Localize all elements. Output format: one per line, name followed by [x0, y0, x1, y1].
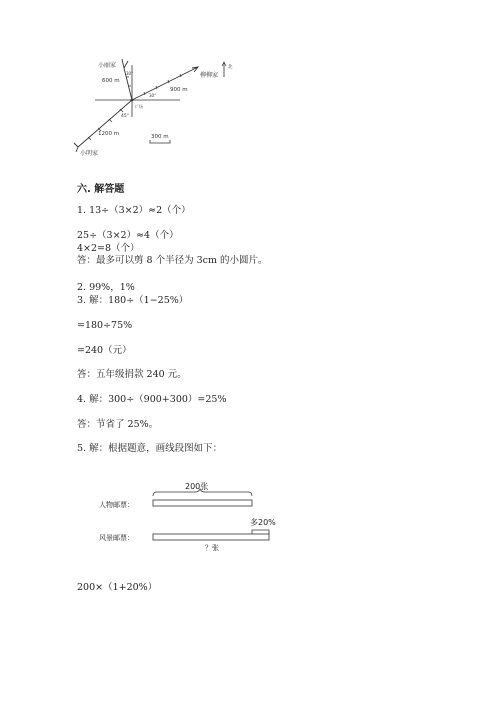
- square-point: [131, 99, 134, 102]
- extra-label: 多20%: [250, 518, 276, 527]
- label-angle-45: 45°: [121, 114, 129, 119]
- answer-line-13: 200×（1+20%）: [77, 582, 158, 593]
- map-line-xiaoming: [78, 100, 132, 147]
- answer-line-1: 1. 13÷（3×2）≈2（个）: [77, 205, 191, 216]
- row1-label: 人物邮票：: [99, 501, 134, 509]
- label-900: 900 m: [170, 87, 188, 93]
- answer-line-9: 答：五年级捐款 240 元。: [77, 369, 187, 380]
- row2-label: 风景邮票：: [99, 534, 134, 542]
- section-title: 六. 解答题: [77, 184, 125, 195]
- direction-map: [70, 55, 250, 160]
- label-square: 广场: [135, 104, 143, 109]
- row1-bar: [153, 500, 252, 506]
- answer-line-11: 答：节省了 25%。: [77, 419, 159, 430]
- brace-extra: [252, 530, 269, 534]
- label-angle-30-east: 30°: [149, 93, 157, 98]
- answer-line-6: 3. 解：180÷（1−25%）: [77, 295, 189, 306]
- answer-line-7: =180÷75%: [77, 320, 133, 331]
- label-liuliu: 柳柳家: [200, 72, 219, 79]
- label-scale: 300 m: [151, 134, 169, 140]
- label-600: 600 m: [102, 78, 120, 84]
- answer-line-5: 2. 99%，1%: [77, 282, 135, 293]
- label-1200: 1200 m: [98, 131, 120, 137]
- answer-line-3: 4×2=8（个）: [77, 243, 140, 254]
- xiaoming-marker: [74, 143, 78, 152]
- xiaoli-marker: [122, 59, 128, 68]
- label-xiaoming: 小明家: [80, 150, 99, 157]
- answer-line-8: =240（元）: [77, 345, 132, 356]
- segment-diagram: [95, 478, 315, 553]
- label-north: 北: [228, 65, 233, 70]
- question-label: ？张: [205, 544, 219, 552]
- answer-line-12: 5. 解：根据题意，画线段图如下：: [77, 443, 223, 454]
- label-angle-30-north: 30°: [126, 71, 134, 76]
- label-xiaoli: 小丽家: [98, 62, 117, 69]
- row2-bar: [153, 534, 269, 540]
- scale-bar: [150, 140, 170, 143]
- answer-line-2: 25÷（3×2）≈4（个）: [77, 230, 179, 241]
- answer-line-10: 4. 解：300÷（900+300）=25%: [77, 394, 227, 405]
- answer-line-4: 答：最多可以剪 8 个半径为 3cm 的小圆片。: [77, 255, 268, 266]
- map-line-liuliu: [132, 67, 198, 100]
- segment-top-label: 200张: [185, 482, 209, 491]
